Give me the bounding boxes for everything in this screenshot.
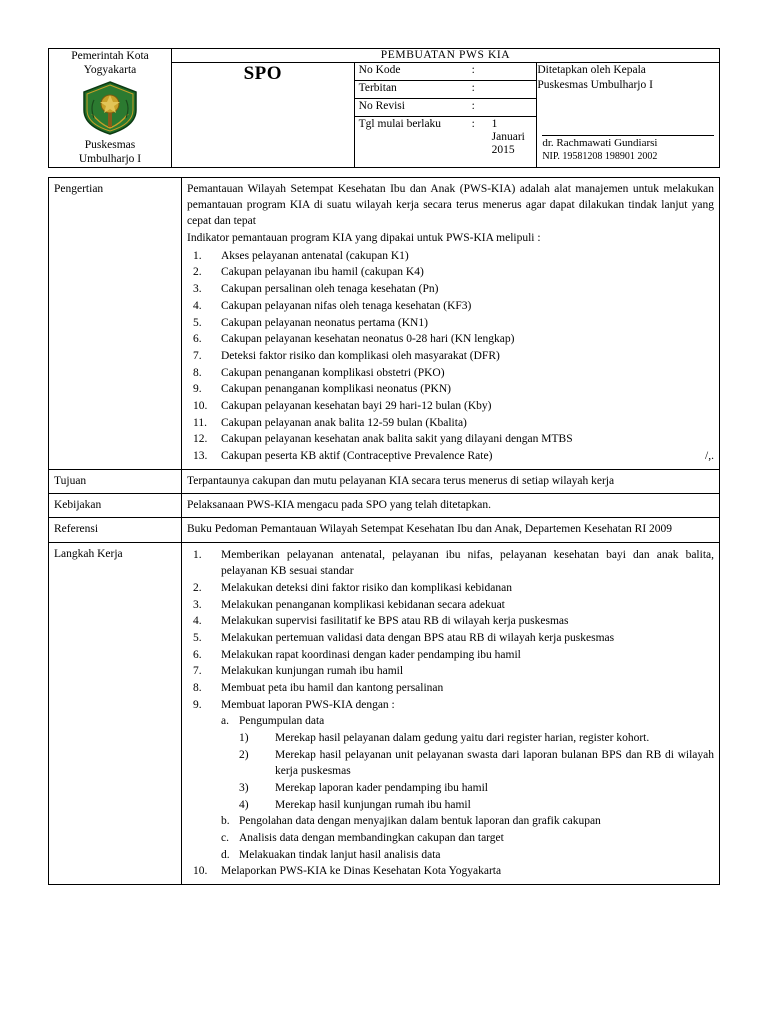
list-text: Cakupan pelayanan nifas oleh tenaga kesehatan (KF3) <box>221 299 472 312</box>
list-marker: 11. <box>193 416 207 429</box>
list-marker: 9. <box>193 698 202 711</box>
list-item <box>239 747 714 780</box>
list-text: Merekap hasil kunjungan rumah ibu hamil <box>275 798 471 811</box>
document-meta-cell <box>354 63 537 167</box>
list-text: Pengumpulan data <box>239 715 325 728</box>
list-marker: 4) <box>239 798 249 811</box>
pengertian-indicator-list <box>187 248 714 465</box>
list-marker: 6. <box>193 648 202 661</box>
section-content-kebijakan <box>182 493 720 517</box>
list-item <box>221 813 714 830</box>
unit-line-1: Puskesmas <box>84 138 136 151</box>
list-item <box>187 547 714 580</box>
section-row-langkah-kerja <box>49 542 720 884</box>
document-title: PEMBUATAN PWS KIA <box>172 49 720 63</box>
list-text: Memberikan pelayanan antenatal, pelayanan ibu nifas, pelayanan kesehatan bayi dan anak balita, pelayanan KB sesuai standar <box>221 548 714 578</box>
meta-value <box>488 81 537 99</box>
list-text: Merekap hasil pelayanan dalam gedung yaitu dari register harian, register kohort. <box>275 731 650 744</box>
list-marker: 10. <box>193 865 208 878</box>
langkah-kerja-sub-list <box>221 713 714 863</box>
list-marker: 1. <box>193 249 202 262</box>
list-item <box>187 398 714 415</box>
list-item <box>187 630 714 647</box>
list-marker: 7. <box>193 665 202 678</box>
list-marker: 3. <box>193 283 202 296</box>
list-text: Analisis data dengan membandingkan cakupan dan target <box>239 831 504 844</box>
meta-row <box>355 117 537 159</box>
list-text: Melakukan penanganan komplikasi kebidanan secara adekuat <box>221 598 505 611</box>
section-content-pengertian <box>182 177 720 469</box>
section-row-referensi <box>49 518 720 542</box>
list-item <box>187 331 714 348</box>
list-item <box>187 381 714 398</box>
list-marker: 6. <box>193 333 202 346</box>
list-text: Melakuakan tindak lanjut hasil analisis data <box>239 848 441 861</box>
document-meta-table <box>355 63 537 159</box>
kebijakan-text: Pelaksanaan PWS-KIA mengacu pada SPO yang telah ditetapkan. <box>187 498 492 511</box>
list-text: Merekap laporan kader pendamping ibu hamil <box>275 781 488 794</box>
list-marker: 2) <box>239 748 249 761</box>
section-row-tujuan <box>49 469 720 493</box>
list-text: Melakukan rapat koordinasi dengan kader pendamping ibu hamil <box>221 648 521 661</box>
list-text: Akses pelayanan antenatal (cakupan K1) <box>221 249 409 262</box>
list-marker: a. <box>221 715 229 728</box>
section-content-referensi <box>182 518 720 542</box>
approval-cell <box>537 63 720 167</box>
list-item <box>187 647 714 664</box>
meta-row <box>355 63 537 81</box>
list-item <box>187 248 714 265</box>
list-marker: 8. <box>193 366 202 379</box>
list-text: Cakupan peserta KB aktif (Contraceptive Prevalence Rate) <box>221 449 493 462</box>
pengumpulan-data-sub-list <box>239 730 714 813</box>
yogyakarta-coat-of-arms-logo <box>80 80 140 136</box>
coat-of-arms-svg <box>80 80 140 136</box>
list-marker: 1. <box>193 548 202 561</box>
list-text: Melakukan deteksi dini faktor risiko dan komplikasi kebidanan <box>221 581 512 594</box>
list-item <box>187 348 714 365</box>
list-item <box>187 680 714 697</box>
meta-label: Tgl mulai berlaku <box>358 118 442 131</box>
list-marker: b. <box>221 815 230 828</box>
meta-value <box>488 63 537 81</box>
tujuan-text: Terpantaunya cakupan dan mutu pelayanan KIA secara terus menerus di setiap wilayah kerja <box>187 474 615 487</box>
referensi-text: Buku Pedoman Pemantauan Wilayah Setempat Kesehatan Ibu dan Anak, Departemen Kesehatan RI 2009 <box>187 523 673 536</box>
org-line-2: Yogyakarta <box>83 64 137 77</box>
meta-label: Terbitan <box>355 81 468 99</box>
list-item <box>239 797 714 814</box>
list-text: Membuat peta ibu hamil dan kantong persalinan <box>221 681 444 694</box>
list-text: Pengolahan data dengan menyajikan dalam bentuk laporan dan grafik cakupan <box>239 815 601 828</box>
list-text: Cakupan pelayanan anak balita 12-59 bulan (Kbalita) <box>221 416 467 429</box>
pengertian-paragraph-2: Indikator pemantauan program KIA yang dipakai untuk PWS-KIA melipuli : <box>187 232 541 245</box>
list-marker: 8. <box>193 681 202 694</box>
list-item <box>187 298 714 315</box>
list-item <box>239 780 714 797</box>
list-item <box>187 448 714 465</box>
list-item <box>187 597 714 614</box>
meta-label: No Revisi <box>355 99 468 117</box>
list-item <box>187 697 714 864</box>
meta-colon: : <box>468 81 488 99</box>
list-marker: 3) <box>239 781 249 794</box>
list-marker: 10. <box>193 399 208 412</box>
section-label-langkah-kerja: Langkah Kerja <box>49 542 182 884</box>
list-text: Merekap hasil pelayanan unit pelayanan swasta dari laporan bulanan BPS dan RB di wilayah kerja puskesmas <box>275 748 714 778</box>
list-item <box>187 613 714 630</box>
list-marker: d. <box>221 848 230 861</box>
list-text: Membuat laporan PWS-KIA dengan : <box>221 698 395 711</box>
list-marker: 7. <box>193 349 202 362</box>
meta-colon: : <box>468 99 488 117</box>
list-item <box>187 663 714 680</box>
list-item <box>187 315 714 332</box>
list-item <box>239 730 714 747</box>
list-marker: 2. <box>193 266 202 279</box>
list-marker: 5. <box>193 316 202 329</box>
list-item <box>187 365 714 382</box>
list-item <box>221 830 714 847</box>
section-row-pengertian <box>49 177 720 469</box>
list-text: Cakupan persalinan oleh tenaga kesehatan (Pn) <box>221 283 439 296</box>
list-text: Cakupan pelayanan kesehatan anak balita sakit yang dilayani dengan MTBS <box>221 433 573 446</box>
langkah-kerja-list <box>187 547 714 880</box>
list-item <box>187 863 714 880</box>
list-marker: 1) <box>239 731 249 744</box>
list-item <box>187 264 714 281</box>
list-item <box>221 713 714 813</box>
section-row-kebijakan <box>49 493 720 517</box>
section-label-referensi: Referensi <box>49 518 182 542</box>
list-item <box>187 415 714 432</box>
section-label-tujuan: Tujuan <box>49 469 182 493</box>
list-text: Melakukan pertemuan validasi data dengan BPS atau RB di wilayah kerja puskesmas <box>221 631 615 644</box>
section-label-pengertian: Pengertian <box>49 177 182 469</box>
meta-colon: : <box>471 118 475 131</box>
document-body-table <box>48 177 720 885</box>
list-text: Cakupan pelayanan kesehatan neonatus 0-28 hari (KN lengkap) <box>221 333 515 346</box>
signature-block <box>542 135 714 163</box>
header-org-cell <box>49 49 172 168</box>
list-marker: 5. <box>193 631 202 644</box>
org-line-1: Pemerintah Kota <box>71 50 149 62</box>
list-item <box>187 580 714 597</box>
list-marker: 4. <box>193 615 202 628</box>
document-header-table <box>48 48 720 168</box>
list-item <box>187 281 714 298</box>
list-text: Cakupan penanganan komplikasi obstetri (PKO) <box>221 366 445 379</box>
list-marker: c. <box>221 831 229 844</box>
list-text: Cakupan pelayanan kesehatan bayi 29 hari-12 bulan (Kby) <box>221 399 492 412</box>
list-marker: 13. <box>193 449 208 462</box>
list-text: Melakukan kunjungan rumah ibu hamil <box>221 665 404 678</box>
list-text: Cakupan penanganan komplikasi neonatus (PKN) <box>221 383 451 396</box>
meta-row <box>355 81 537 99</box>
section-label-kebijakan: Kebijakan <box>49 493 182 517</box>
signer-name: dr. Rachmawati Gundiarsi <box>542 135 714 151</box>
list-text: Deteksi faktor risiko dan komplikasi oleh masyarakat (DFR) <box>221 349 500 362</box>
list-text: Melakukan supervisi fasilitatif ke BPS atau RB di wilayah kerja puskesmas <box>221 615 569 628</box>
list-marker: 4. <box>193 299 202 312</box>
list-marker: 2. <box>193 581 202 594</box>
spo-label: SPO <box>172 63 355 167</box>
section-content-tujuan <box>182 469 720 493</box>
list-item <box>187 431 714 448</box>
meta-colon: : <box>468 63 488 81</box>
approval-line-1: Ditetapkan oleh Kepala <box>537 64 646 77</box>
meta-value <box>488 99 537 117</box>
unit-line-2: Umbulharjo I <box>78 153 142 166</box>
item-trailing-mark: /,. <box>705 449 714 462</box>
list-item <box>221 847 714 864</box>
list-marker: 3. <box>193 598 202 611</box>
meta-label: No Kode <box>355 63 468 81</box>
list-text: Cakupan pelayanan neonatus pertama (KN1) <box>221 316 428 329</box>
pengertian-paragraph-1: Pemantauan Wilayah Setempat Kesehatan Ibu dan Anak (PWS-KIA) adalah alat manajemen untuk melakukan pemantauan program KIA di suatu wilayah kerja secara terus menerus agar dapat dilakukan tindak lanjut yang cepat dan tepat <box>187 182 714 228</box>
approval-line-2: Puskesmas Umbulharjo I <box>537 78 653 91</box>
list-marker: 12. <box>193 433 208 446</box>
signer-nip: NIP. 19581208 198901 2002 <box>542 151 658 162</box>
list-text: Melaporkan PWS-KIA ke Dinas Kesehatan Kota Yogyakarta <box>221 865 502 878</box>
section-content-langkah-kerja <box>182 542 720 884</box>
meta-row <box>355 99 537 117</box>
list-marker: 9. <box>193 383 202 396</box>
meta-value: 1 Januari 2015 <box>491 118 525 157</box>
list-text: Cakupan pelayanan ibu hamil (cakupan K4) <box>221 266 424 279</box>
